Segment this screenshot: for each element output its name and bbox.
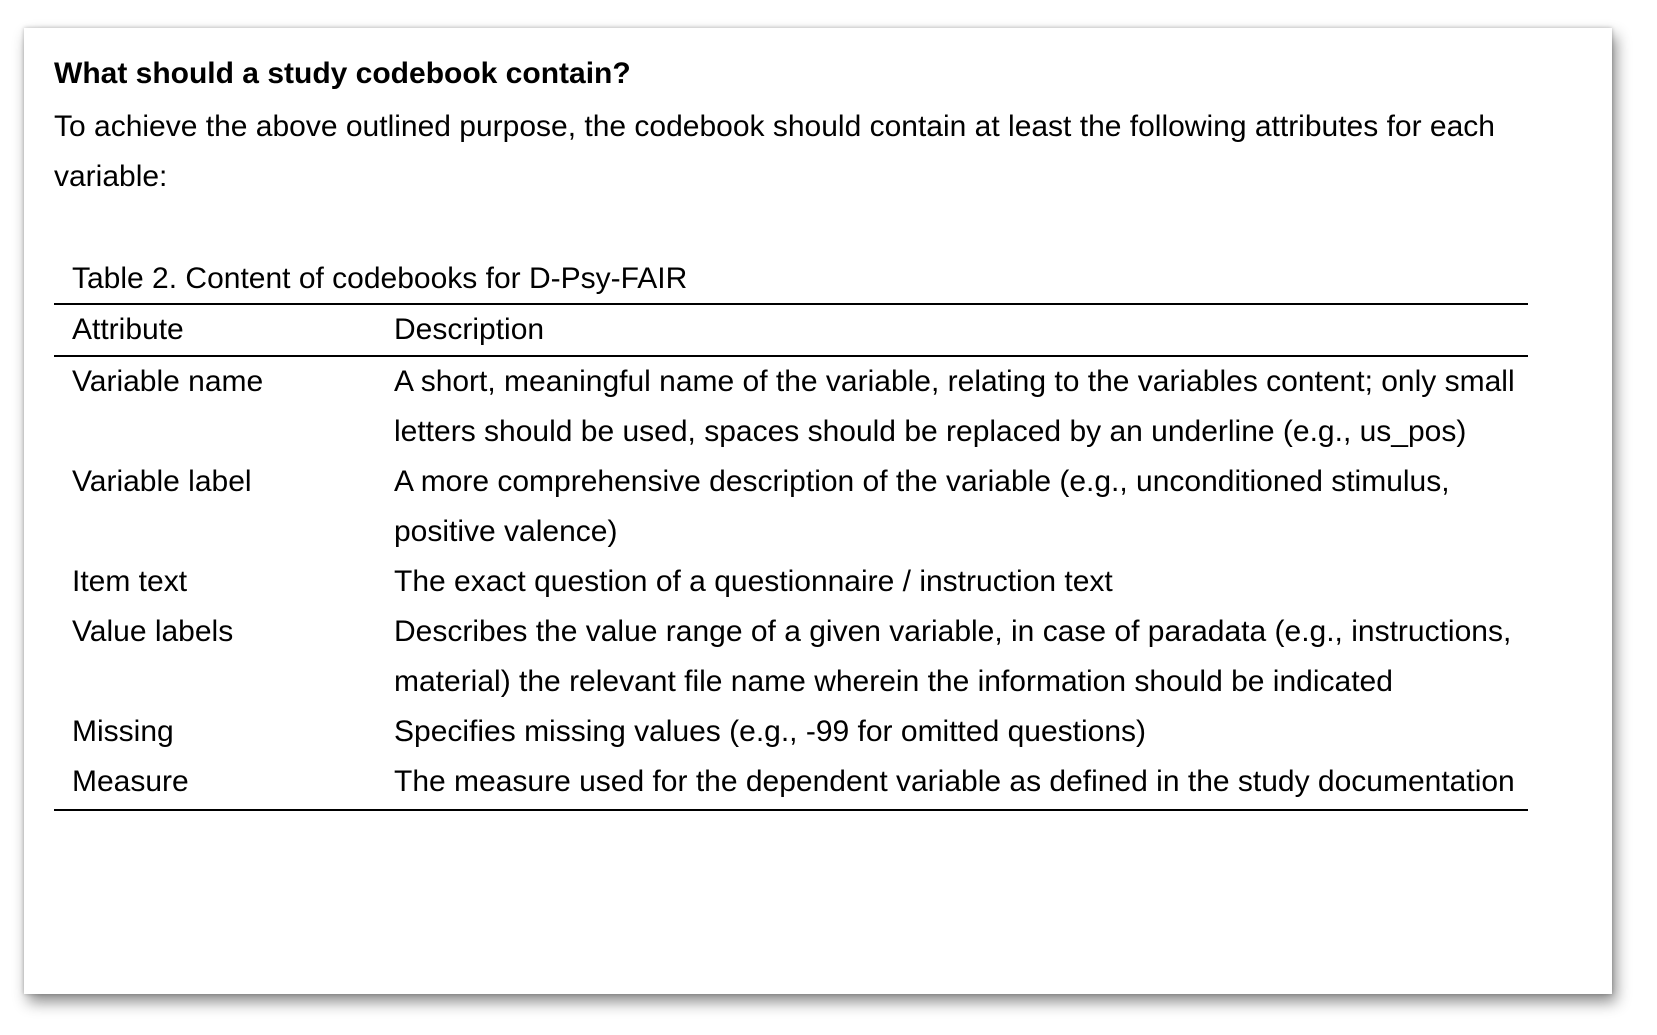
- row-attribute: Item text: [72, 565, 188, 598]
- table-header-row: [54, 304, 1528, 356]
- table-row: [54, 607, 1528, 707]
- intro-paragraph: To achieve the above outlined purpose, the codebook should contain at least the following attributes for each variable:: [54, 110, 1495, 193]
- table-header: [54, 304, 1528, 356]
- table-row: [54, 557, 1528, 607]
- table-body: [54, 356, 1528, 810]
- row-description: The exact question of a questionnaire / instruction text: [394, 565, 1113, 598]
- document-page: [24, 28, 1612, 994]
- table-caption: Table 2. Content of codebooks for D-Psy-FAIR: [72, 262, 688, 295]
- row-attribute: Missing: [72, 715, 174, 748]
- header-attribute: Attribute: [72, 313, 184, 346]
- row-attribute: Value labels: [72, 615, 234, 648]
- row-description: A short, meaningful name of the variable, relating to the variables content; only small letters should be used, spaces should be replaced by an underline (e.g., us_pos): [394, 365, 1515, 448]
- row-description: Describes the value range of a given variable, in case of paradata (e.g., instructions, material) the relevant file name wherein the information should be indicated: [394, 615, 1512, 698]
- codebook-table: [54, 303, 1528, 811]
- table-row: [54, 707, 1528, 757]
- row-description: The measure used for the dependent variable as defined in the study documentation: [394, 765, 1515, 798]
- section-heading: What should a study codebook contain?: [54, 57, 631, 90]
- row-attribute: Variable label: [72, 465, 252, 498]
- row-attribute: Measure: [72, 765, 189, 798]
- row-description: A more comprehensive description of the variable (e.g., unconditioned stimulus, positive valence): [394, 465, 1450, 548]
- table-row: [54, 356, 1528, 457]
- table-row: [54, 457, 1528, 557]
- row-description: Specifies missing values (e.g., -99 for omitted questions): [394, 715, 1147, 748]
- table-row: [54, 757, 1528, 810]
- header-description: Description: [394, 313, 545, 346]
- row-attribute: Variable name: [72, 365, 264, 398]
